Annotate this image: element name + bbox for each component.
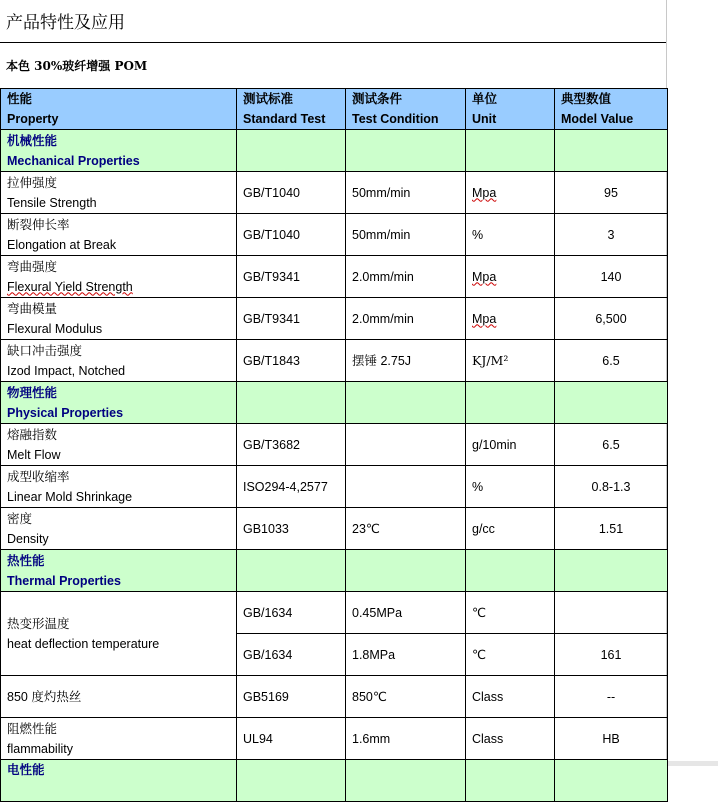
table-row — [1, 592, 668, 634]
table-row — [1, 340, 668, 382]
standard-cell: ISO294-4,2577 — [237, 466, 346, 508]
table-row — [1, 718, 668, 760]
condition-cell — [346, 466, 466, 508]
standard-cell: UL94 — [237, 718, 346, 760]
standard-cell: GB/T9341 — [237, 256, 346, 298]
section-thermal — [1, 550, 668, 592]
value-cell: 0.8-1.3 — [555, 466, 668, 508]
table-row — [1, 508, 668, 550]
condition-cell: 2.0mm/min — [346, 256, 466, 298]
properties-table — [0, 88, 668, 802]
page-title: 产品特性及应用 — [6, 13, 125, 33]
property-cell: 弯曲模量 Flexural Modulus — [1, 298, 237, 340]
value-cell: 1.51 — [555, 508, 668, 550]
table-header — [1, 89, 668, 130]
header-property: 性能 Property — [1, 89, 237, 130]
condition-cell: 1.6mm — [346, 718, 466, 760]
value-cell: 6.5 — [555, 424, 668, 466]
unit-cell: Class — [466, 676, 555, 718]
table-row — [1, 214, 668, 256]
table-row — [1, 172, 668, 214]
property-cell: 断裂伸长率 Elongation at Break — [1, 214, 237, 256]
value-cell: 3 — [555, 214, 668, 256]
property-cell: 缺口冲击强度 Izod Impact, Notched — [1, 340, 237, 382]
table-row — [1, 676, 668, 718]
unit-cell: ℃ — [466, 634, 555, 676]
standard-cell: GB/T1040 — [237, 172, 346, 214]
standard-cell: GB/T9341 — [237, 298, 346, 340]
unit-cell: Mpa — [466, 298, 555, 340]
value-cell: -- — [555, 676, 668, 718]
unit-cell: Mpa — [466, 172, 555, 214]
unit-cell: ℃ — [466, 592, 555, 634]
section-physical — [1, 382, 668, 424]
value-cell: 140 — [555, 256, 668, 298]
condition-cell: 23℃ — [346, 508, 466, 550]
section-label: 物理性能 Physical Properties — [1, 382, 237, 424]
condition-cell: 1.8MPa — [346, 634, 466, 676]
table-row — [1, 256, 668, 298]
unit-cell: % — [466, 466, 555, 508]
condition-cell: 2.0mm/min — [346, 298, 466, 340]
unit-cell: g/cc — [466, 508, 555, 550]
value-cell — [555, 592, 668, 634]
condition-cell: 0.45MPa — [346, 592, 466, 634]
product-name: 本色 30%玻纤增强 POM — [6, 59, 148, 73]
property-cell: 拉伸强度 Tensile Strength — [1, 172, 237, 214]
value-cell: 161 — [555, 634, 668, 676]
value-cell: 6.5 — [555, 340, 668, 382]
unit-cell: KJ/M² — [466, 340, 555, 382]
property-cell: 850 度灼热丝 — [1, 676, 237, 718]
standard-cell: GB/1634 — [237, 634, 346, 676]
condition-cell: 摆锤 2.75J — [346, 340, 466, 382]
unit-cell: Mpa — [466, 256, 555, 298]
value-cell: 6,500 — [555, 298, 668, 340]
value-cell: HB — [555, 718, 668, 760]
table-row — [1, 298, 668, 340]
condition-cell: 50mm/min — [346, 172, 466, 214]
standard-cell: GB/1634 — [237, 592, 346, 634]
header-standard: 测试标准 Standard Test — [237, 89, 346, 130]
standard-cell: GB/T1040 — [237, 214, 346, 256]
property-cell: 阻燃性能 flammability — [1, 718, 237, 760]
condition-cell — [346, 424, 466, 466]
table-row — [1, 424, 668, 466]
property-cell: 密度 Density — [1, 508, 237, 550]
condition-cell: 50mm/min — [346, 214, 466, 256]
property-cell: 弯曲强度 Flexural Yield Strength — [1, 256, 237, 298]
section-label: 热性能 Thermal Properties — [1, 550, 237, 592]
standard-cell: GB/T3682 — [237, 424, 346, 466]
section-label: 机械性能 Mechanical Properties — [1, 130, 237, 172]
header-condition: 测试条件 Test Condition — [346, 89, 466, 130]
section-mechanical — [1, 130, 668, 172]
property-cell: 热变形温度 heat deflection temperature — [1, 592, 237, 676]
unit-cell: g/10min — [466, 424, 555, 466]
property-cell: 成型收缩率 Linear Mold Shrinkage — [1, 466, 237, 508]
unit-cell: Class — [466, 718, 555, 760]
standard-cell: GB5169 — [237, 676, 346, 718]
page-edge — [666, 0, 718, 766]
standard-cell: GB/T1843 — [237, 340, 346, 382]
value-cell: 95 — [555, 172, 668, 214]
condition-cell: 850℃ — [346, 676, 466, 718]
header-value: 典型数值 Model Value — [555, 89, 668, 130]
subtitle-bar — [0, 43, 666, 87]
title-bar — [0, 0, 666, 43]
standard-cell: GB1033 — [237, 508, 346, 550]
unit-cell: % — [466, 214, 555, 256]
section-label: 电性能 — [1, 760, 237, 802]
table-row — [1, 466, 668, 508]
header-unit: 单位 Unit — [466, 89, 555, 130]
property-cell: 熔融指数 Melt Flow — [1, 424, 237, 466]
